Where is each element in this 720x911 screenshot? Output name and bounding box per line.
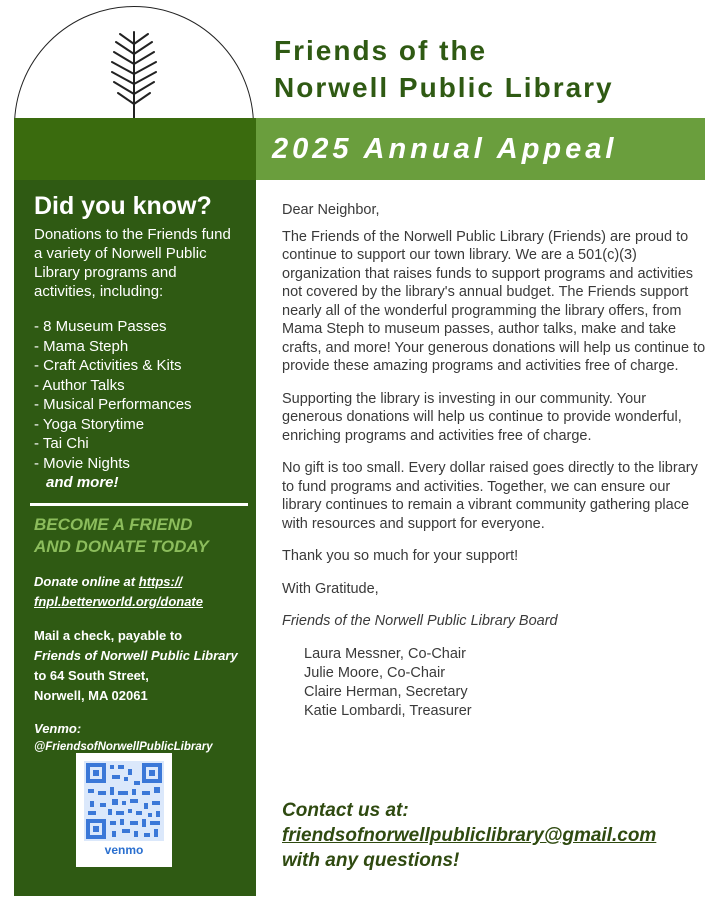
letter-paragraph-1: The Friends of the Norwell Public Library (Friends) are proud to continue to support our town library. We are a 501(c)(3) organization that raises funds to support programs and activities not covered by the library's annual budget. The Friends support nearly all of the wonderful programming the library offers, from Mama Steph to museum passes, author talks, make and take crafts, and more! Your generous donations will help us continue to provide these amazing programs and activities free of charge. (282, 228, 706, 374)
mail-address-2: Norwell, MA 02061 (34, 688, 148, 703)
cta-line-1: BECOME A FRIEND (34, 515, 193, 534)
list-item: - 8 Museum Passes (34, 318, 167, 335)
mail-check-info (34, 626, 242, 706)
contact-closing: with any questions! (282, 850, 460, 871)
venmo-info (34, 720, 242, 756)
list-item: - Tai Chi (34, 435, 89, 452)
list-item: - Musical Performances (34, 396, 192, 413)
and-more-text: and more! (46, 474, 119, 491)
thanks-line: Thank you so much for your support! (282, 548, 519, 564)
title-line-2: Norwell Public Library (274, 72, 614, 103)
header-banner (256, 118, 705, 180)
pine-branch-icon (106, 30, 162, 120)
header-bar-dark (14, 118, 256, 180)
banner-title: 2025 Annual Appeal (272, 132, 618, 165)
contact-email-link[interactable]: friendsofnorwellpubliclibrary@gmail.com (282, 825, 657, 846)
venmo-label: Venmo: (34, 721, 82, 736)
cta-heading (34, 514, 242, 558)
closing-line: With Gratitude, (282, 580, 379, 597)
divider (30, 503, 248, 506)
list-item: - Mama Steph (34, 337, 129, 355)
sidebar (14, 180, 256, 896)
mail-prefix: Mail a check, payable to (34, 628, 183, 643)
list-item: - Yoga Storytime (34, 415, 145, 433)
signer-list (304, 645, 710, 721)
board-signature: Friends of the Norwell Public Library Board (282, 613, 558, 629)
donate-online (34, 572, 242, 612)
cta-line-2: AND DONATE TODAY (34, 537, 209, 556)
signer: Claire Herman, Secretary (304, 683, 468, 700)
donate-online-label: Donate online at (34, 574, 136, 589)
contact-heading: Contact us at: (282, 800, 409, 821)
letter-paragraph-3: No gift is too small. Every dollar raised goes directly to the library to fund programs and activities. Together, we can ensure our library continues to remain a vibrant community gathering place with resources and support for everyone. (282, 460, 698, 532)
greeting: Dear Neighbor, (282, 202, 380, 218)
sidebar-intro: Donations to the Friends fund a variety of Norwell Public Library programs and activities, including: (34, 226, 231, 300)
signer: Laura Messner, Co-Chair (304, 645, 466, 662)
venmo-handle: @FriendsofNorwellPublicLibrary (34, 741, 213, 753)
page-title (274, 32, 614, 106)
donate-url-part-2: fnpl.betterworld.org/donate (34, 594, 203, 609)
letter-paragraph-2: Supporting the library is investing in our community. Your generous donations will help us continue to provide wonderful, enriching programs and activities free of charge. (282, 390, 682, 444)
venmo-caption: venmo (104, 843, 144, 857)
mail-payee: Friends of Norwell Public Library (34, 648, 238, 663)
qr-code-icon (84, 761, 164, 841)
signer: Katie Lombardi, Treasurer (304, 702, 472, 719)
list-item: - Movie Nights (34, 454, 130, 472)
title-line-1: Friends of the (274, 35, 488, 66)
signer: Julie Moore, Co-Chair (304, 664, 446, 681)
list-item: - Author Talks (34, 376, 125, 394)
mail-address-1: to 64 South Street, (34, 668, 149, 683)
program-list (34, 317, 242, 473)
contact-section (282, 798, 712, 873)
venmo-qr-card[interactable] (76, 753, 172, 867)
appeal-letter (282, 201, 710, 721)
donate-url-part-1: https:// (138, 574, 183, 589)
sidebar-heading: Did you know? (34, 192, 212, 220)
list-item: - Craft Activities & Kits (34, 357, 182, 374)
